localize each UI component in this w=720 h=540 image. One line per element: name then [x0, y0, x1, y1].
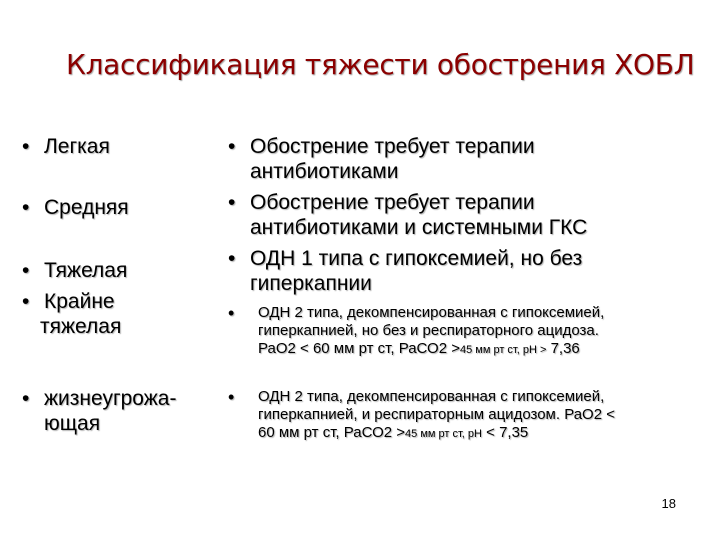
- description-small-text: 45 мм рт ст, рН: [405, 428, 482, 440]
- description-small-text: 45 мм рт ст, рН >: [459, 344, 547, 356]
- severity-label: Тяжелая: [44, 259, 128, 282]
- severity-very-severe: [22, 289, 121, 339]
- description-line: ОДН 2 типа, декомпенсированная с гипоксемией,: [258, 388, 605, 405]
- severity-label-line: Крайне: [44, 290, 115, 313]
- description-line: РаО2 < 60 мм рт ст, РаСО2 >: [258, 340, 460, 357]
- severity-severe: [22, 258, 127, 283]
- severity-label: Средняя: [44, 196, 129, 219]
- description-line: ОДН 2 типа, декомпенсированная с гипоксемией,: [258, 304, 605, 321]
- description-very-severe: [228, 304, 604, 359]
- description-line: 60 мм рт ст, РаСО2 >: [258, 424, 406, 441]
- severity-label-line: тяжелая: [40, 315, 122, 338]
- page-number: 18: [661, 496, 676, 511]
- bullet-icon: •: [22, 135, 30, 158]
- severity-mild: [22, 134, 110, 159]
- bullet-icon: •: [228, 387, 235, 407]
- description-line: 7,36: [546, 340, 580, 357]
- bullet-icon: •: [22, 196, 30, 219]
- bullet-icon: •: [22, 387, 30, 410]
- bullet-icon: •: [228, 135, 236, 158]
- description-moderate: [228, 190, 587, 240]
- description-line: антибиотиками: [250, 160, 399, 183]
- bullet-icon: •: [22, 259, 30, 282]
- description-severe: [228, 246, 582, 296]
- description-line: гиперкапнией, но без и респираторного ацидоза.: [258, 322, 599, 339]
- description-mild: [228, 134, 535, 184]
- description-line: гиперкапнией, и респираторным ацидозом. РаО2 <: [258, 406, 615, 423]
- severity-label: Легкая: [44, 135, 110, 158]
- description-life-threatening: [228, 388, 615, 443]
- description-line: ОДН 1 типа с гипоксемией, но без: [250, 247, 583, 270]
- description-line: < 7,35: [481, 424, 529, 441]
- severity-label-line: жизнеугрожа-: [44, 387, 177, 410]
- bullet-icon: •: [228, 247, 236, 270]
- severity-moderate: [22, 195, 129, 220]
- description-line: Обострение требует терапии: [250, 135, 535, 158]
- bullet-icon: •: [228, 303, 235, 323]
- bullet-icon: •: [22, 290, 30, 313]
- severity-life-threatening: [22, 386, 176, 436]
- description-line: антибиотиками и системными ГКС: [250, 216, 588, 239]
- severity-label-line: ющая: [44, 412, 101, 435]
- slide-title: Классификация тяжести обострения ХОБЛ: [66, 48, 695, 81]
- bullet-icon: •: [228, 191, 236, 214]
- description-line: Обострение требует терапии: [250, 191, 535, 214]
- description-line: гиперкапнии: [250, 272, 372, 295]
